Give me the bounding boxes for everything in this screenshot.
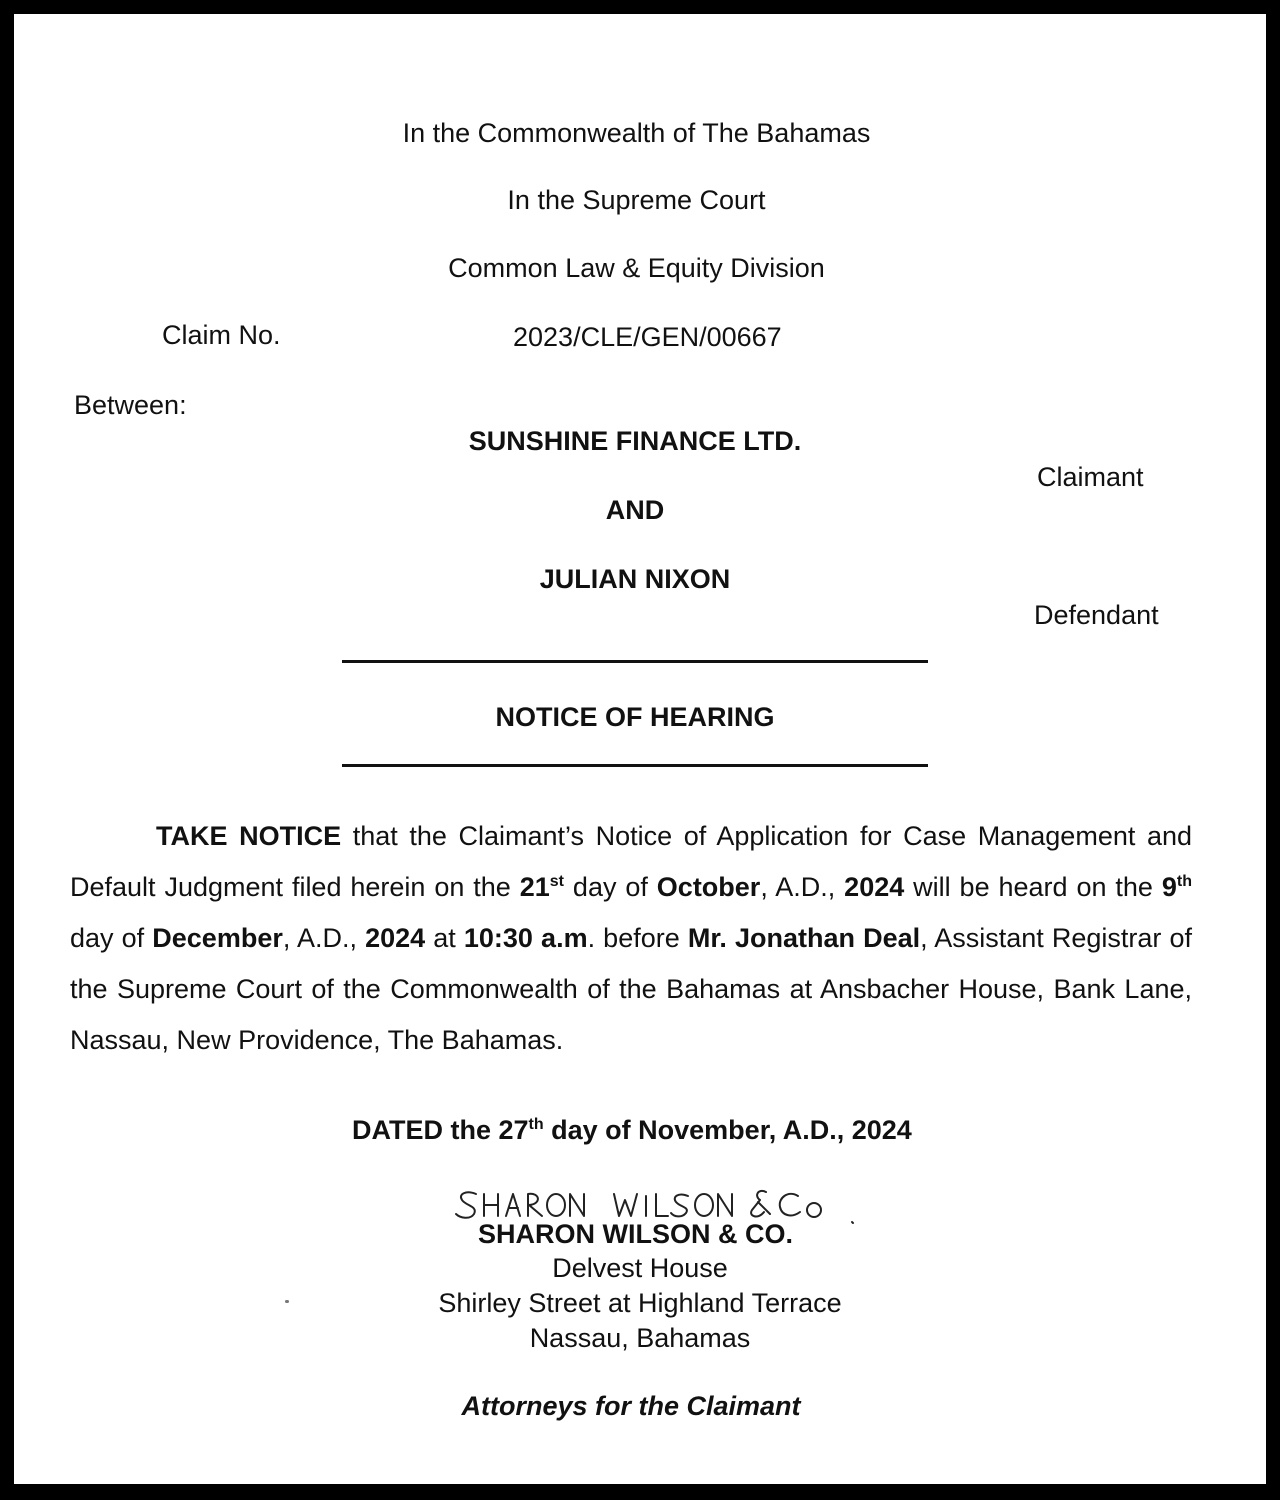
defendant-role: Defendant — [1034, 600, 1159, 630]
scan-speck — [285, 1300, 289, 1303]
filed-day: 21 — [519, 872, 550, 902]
address-line-2: Shirley Street at Highland Terrace — [438, 1288, 842, 1318]
hearing-month: December — [152, 923, 283, 953]
hearing-year: 2024 — [365, 923, 426, 953]
header-court: In the Supreme Court — [507, 185, 766, 215]
document-title: NOTICE OF HEARING — [495, 702, 775, 732]
defendant-name: JULIAN NIXON — [539, 564, 731, 594]
registrar-name: Mr. Jonathan Deal — [687, 923, 921, 953]
between-label: Between: — [74, 390, 187, 420]
filed-year: 2024 — [844, 872, 905, 902]
title-rule-bottom — [342, 764, 928, 767]
address-line-3: Nassau, Bahamas — [529, 1323, 751, 1353]
address-line-1: Delvest House — [552, 1253, 728, 1283]
header-division: Common Law & Equity Division — [448, 253, 825, 283]
title-rule-top — [342, 660, 928, 663]
attorneys-role: Attorneys for the Claimant — [461, 1391, 801, 1421]
take-notice: TAKE NOTICE — [156, 821, 342, 851]
hearing-day: 9 — [1161, 872, 1177, 902]
dated-line: DATED the 27th day of November, A.D., 2024 — [352, 1115, 912, 1145]
document-page — [14, 14, 1266, 1484]
filed-month: October — [656, 872, 761, 902]
claimant-role: Claimant — [1037, 462, 1144, 492]
claimant-name: SUNSHINE FINANCE LTD. — [468, 426, 802, 456]
header-jurisdiction: In the Commonwealth of The Bahamas — [402, 118, 871, 148]
hearing-time: 10:30 a.m — [463, 923, 588, 953]
claim-label: Claim No. — [162, 320, 281, 350]
notice-paragraph: TAKE NOTICE that the Claimant’s Notice of Application for Case Management and Default Judgment filed herein on the 21st day of October, A.D., 2024 will be heard on the 9th day of December, A.D., 2024 at 10:30 a.m. before Mr. Jonathan Deal, Assistant Registrar of the Supreme Court of the Commonwealth of the Bahamas at Ansbacher House, Bank Lane, Nassau, New Providence, The Bahamas. — [70, 821, 1193, 1055]
and-label: AND — [605, 495, 665, 525]
claim-number: 2023/CLE/GEN/00667 — [513, 322, 782, 352]
firm-name: SHARON WILSON & CO. — [478, 1219, 793, 1249]
